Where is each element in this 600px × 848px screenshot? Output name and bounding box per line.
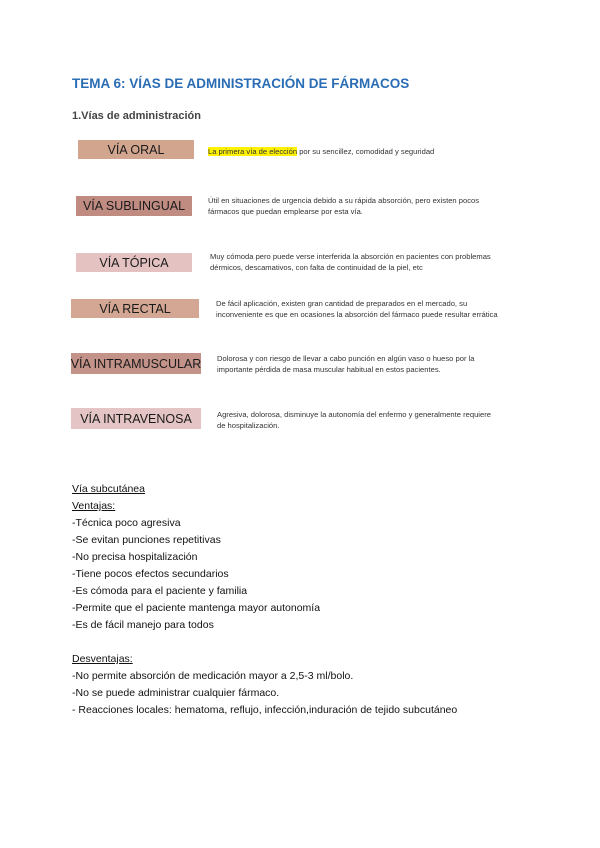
subcutanea-heading: Vía subcutánea (72, 483, 145, 495)
route-desc-rectal (216, 298, 506, 320)
route-desc-topica (210, 251, 500, 273)
route-desc-highlight: La primera vía de elección (208, 147, 298, 156)
route-desc-oral (208, 146, 498, 157)
document-title: TEMA 6: VÍAS DE ADMINISTRACIÓN DE FÁRMACOS (72, 76, 410, 91)
route-label-intramuscular: VÍA INTRAMUSCULAR (71, 353, 201, 374)
route-label-intravenosa: VÍA INTRAVENOSA (71, 408, 201, 429)
route-label-sublingual: VÍA SUBLINGUAL (76, 196, 192, 216)
route-desc-text: Agresiva, dolorosa, disminuye la autonomía del enfermo y generalmente requiere de hospitalización. (217, 410, 491, 430)
route-label-oral: VÍA ORAL (78, 140, 194, 159)
desventajas-item: -No permite absorción de medicación mayor a 2,5-3 ml/bolo. (72, 670, 354, 682)
ventajas-item: -No precisa hospitalización (72, 551, 198, 563)
route-desc-text: Muy cómoda pero puede verse interferida la absorción en pacientes con problemas dérmicos, descamativos, con falta de continuidad de la piel, etc (210, 252, 491, 272)
route-desc-text: Útil en situaciones de urgencia debido a su rápida absorción, pero existen pocos fármacos que puedan emplearse por esta vía. (208, 196, 480, 216)
desventajas-section (72, 651, 457, 719)
ventajas-item: -Tiene pocos efectos secundarios (72, 568, 229, 580)
route-desc-intravenosa (217, 409, 495, 431)
desventajas-item: -No se puede administrar cualquier fármaco. (72, 687, 280, 699)
subcutanea-section (72, 481, 320, 634)
desventajas-heading: Desventajas: (72, 653, 133, 665)
ventajas-item: -Es de fácil manejo para todos (72, 619, 214, 631)
ventajas-item: -Es cómoda para el paciente y familia (72, 585, 248, 597)
ventajas-heading: Ventajas: (72, 500, 116, 512)
section-subtitle: 1.Vías de administración (72, 110, 201, 122)
route-desc-text: De fácil aplicación, existen gran cantidad de preparados en el mercado, su inconveniente es que en ocasiones la absorción del fármaco puede resultar errática (216, 299, 498, 319)
desventajas-item: - Reacciones locales: hematoma, reflujo, infección,induración de tejido subcutáneo (72, 704, 458, 716)
route-label-topica: VÍA TÓPICA (76, 253, 192, 272)
ventajas-item: -Permite que el paciente mantenga mayor autonomía (72, 602, 321, 614)
route-desc-sublingual (208, 195, 498, 217)
route-desc-text: por su sencillez, comodidad y seguridad (297, 147, 435, 156)
ventajas-item: -Se evitan punciones repetitivas (72, 534, 221, 546)
route-desc-intramuscular (217, 353, 495, 375)
route-desc-text: Dolorosa y con riesgo de llevar a cabo punción en algún vaso o hueso por la importante pérdida de masa muscular habitual en estos pacientes. (217, 354, 475, 374)
ventajas-item: -Técnica poco agresiva (72, 517, 181, 529)
route-label-rectal: VÍA RECTAL (71, 299, 199, 318)
